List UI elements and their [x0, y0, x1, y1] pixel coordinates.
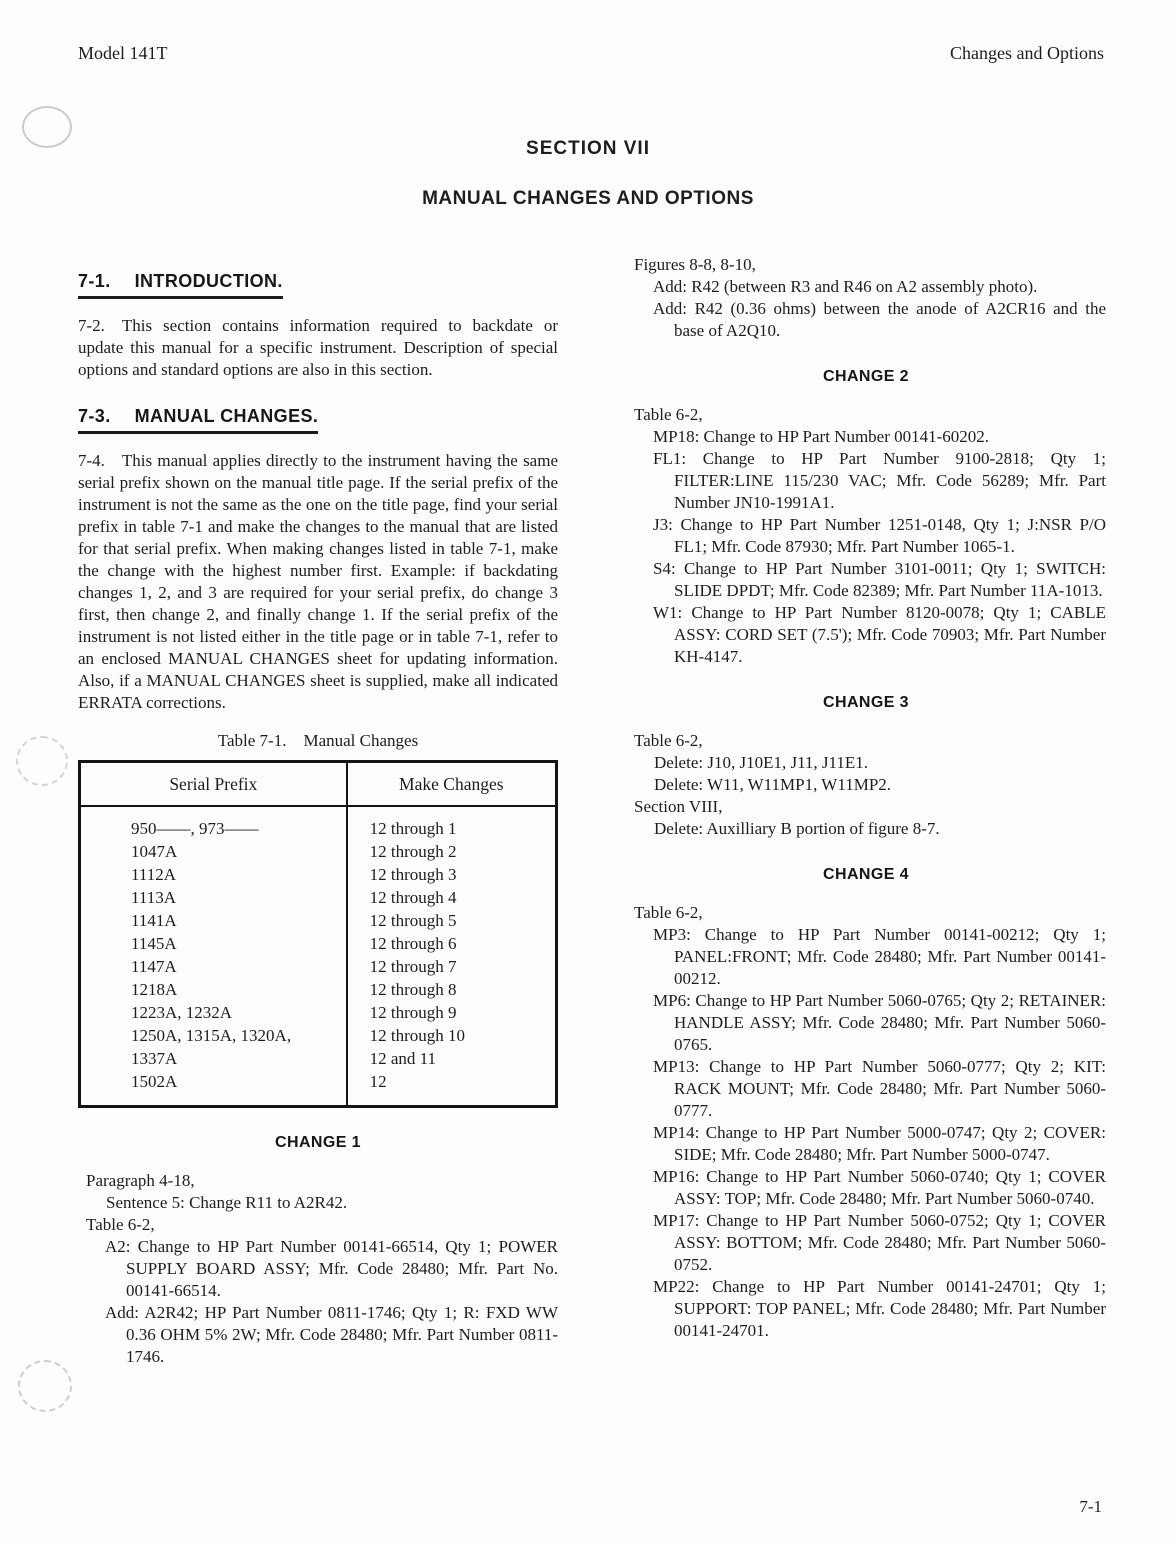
- serial-prefix-cell: 1145A: [131, 934, 177, 953]
- change-item: Add: R42 (between R3 and R46 on A2 assembly photo).: [653, 277, 1038, 296]
- change-item: MP3: Change to HP Part Number 00141-00212; Qty 1; PANEL:FRONT; Mfr. Code 28480; Mfr. Part Number 00141-00212.: [653, 925, 1106, 988]
- change-item: Add: A2R42; HP Part Number 0811-1746; Qty 1; R: FXD WW 0.36 OHM 5% 2W; Mfr. Code 28480; Mfr. Part Number 0811-1746.: [105, 1303, 558, 1366]
- table-row: [80, 909, 557, 932]
- paragraph-7-2: 7-2. This section contains information required to backdate or update this manual for a specific instrument. Description of special options and standard options are also in this section.: [78, 316, 558, 379]
- heading-introduction: [78, 270, 283, 299]
- table-row: [80, 886, 557, 909]
- heading-manual-changes: [78, 405, 318, 434]
- change-item: A2: Change to HP Part Number 00141-66514, Qty 1; POWER SUPPLY BOARD ASSY; Mfr. Code 28480; Mfr. Part No. 00141-66514.: [105, 1237, 558, 1300]
- change-item: Table 6-2,: [634, 903, 703, 922]
- paragraph-7-4: 7-4. This manual applies directly to the instrument having the same serial prefix shown on the manual title page. If the serial prefix of the instrument is not the same as the one on the title page, find your serial prefix in table 7-1 and make the changes to the manual that are listed for that serial prefix. When making changes listed in table 7-1, make the change with the highest number first. Example: if backdating changes 1, 2, and 3 are required for your serial prefix, do change 3 first, then change 2, and finally change 1. If the serial prefix of the instrument is not listed either in the title page or in table 7-1, refer to an enclosed MANUAL CHANGES sheet for updating information. Also, if a MANUAL CHANGES sheet is supplied, make all indicated ERRATA corrections.: [78, 451, 558, 712]
- change-item: MP18: Change to HP Part Number 00141-60202.: [653, 427, 990, 446]
- change-item: Delete: Auxilliary B portion of figure 8-7.: [654, 819, 940, 838]
- serial-prefix-cell: 1250A, 1315A, 1320A,: [131, 1026, 292, 1045]
- make-changes-cell: 12 through 7: [347, 955, 557, 978]
- change-4-title: CHANGE 4: [823, 866, 909, 883]
- serial-prefix-cell: 1223A, 1232A: [131, 1003, 233, 1022]
- heading-label: MANUAL CHANGES.: [134, 406, 319, 426]
- make-changes-cell: 12 through 8: [347, 978, 557, 1001]
- make-changes-cell: 12 through 2: [347, 840, 557, 863]
- heading-number: 7-1.: [78, 271, 111, 291]
- table-row: [80, 955, 557, 978]
- change-item: Delete: W11, W11MP1, W11MP2.: [654, 775, 892, 794]
- manual-changes-table: [78, 760, 558, 1108]
- change-item: MP13: Change to HP Part Number 5060-0777; Qty 2; KIT: RACK MOUNT; Mfr. Code 28480; Mfr. Part Number 5060-0777.: [653, 1057, 1106, 1120]
- header-section-name: Changes and Options: [950, 43, 1104, 63]
- make-changes-cell: 12 and 11: [347, 1047, 557, 1070]
- change-item: W1: Change to HP Part Number 8120-0078; Qty 1; CABLE ASSY: CORD SET (7.5'); Mfr. Code 70903; Mfr. Part Number KH-4147.: [653, 603, 1106, 666]
- left-column: [78, 252, 558, 1368]
- heading-label: INTRODUCTION.: [134, 271, 283, 291]
- table-row: [80, 978, 557, 1001]
- change-item: MP6: Change to HP Part Number 5060-0765; Qty 2; RETAINER: HANDLE ASSY; Mfr. Code 28480; Mfr. Part Number 5060-0765.: [653, 991, 1106, 1054]
- change-item: MP14: Change to HP Part Number 5000-0747; Qty 2; COVER: SIDE; Mfr. Code 28480; Mfr. Part Number 5000-0747.: [653, 1123, 1106, 1164]
- change-item: Figures 8-8, 8-10,: [634, 255, 756, 274]
- change-item: MP22: Change to HP Part Number 00141-24701; Qty 1; SUPPORT: TOP PANEL; Mfr. Code 28480; Mfr. Part Number 00141-24701.: [653, 1277, 1106, 1340]
- section-title: SECTION VII: [526, 138, 650, 159]
- make-changes-cell: 12 through 6: [347, 932, 557, 955]
- serial-prefix-cell: 950——, 973——: [131, 819, 259, 838]
- table-row: [80, 806, 557, 840]
- serial-prefix-cell: 1112A: [131, 865, 177, 884]
- change-item: MP17: Change to HP Part Number 5060-0752; Qty 1; COVER ASSY: BOTTOM; Mfr. Code 28480; Mfr. Part Number 5060-0752.: [653, 1211, 1106, 1274]
- change-item: Add: R42 (0.36 ohms) between the anode of A2CR16 and the base of A2Q10.: [653, 299, 1106, 340]
- make-changes-cell: 12: [347, 1070, 557, 1107]
- change-1-title: CHANGE 1: [275, 1134, 361, 1151]
- make-changes-cell: 12 through 9: [347, 1001, 557, 1024]
- hole-punch-mark: [18, 1360, 72, 1412]
- hole-punch-mark: [16, 736, 68, 786]
- change-item: MP16: Change to HP Part Number 5060-0740; Qty 1; COVER ASSY: TOP; Mfr. Code 28480; Mfr. Part Number 5060-0740.: [653, 1167, 1106, 1208]
- title-block: [0, 138, 1176, 210]
- table-row: [80, 863, 557, 886]
- serial-prefix-cell: 1502A: [131, 1072, 178, 1091]
- change-2-title: CHANGE 2: [823, 368, 909, 385]
- change-item: Sentence 5: Change R11 to A2R42.: [106, 1193, 348, 1212]
- change-item: Delete: J10, J10E1, J11, J11E1.: [654, 753, 869, 772]
- column-header-serial-prefix: Serial Prefix: [80, 762, 347, 807]
- serial-prefix-cell: 1147A: [131, 957, 177, 976]
- change-3-title: CHANGE 3: [823, 694, 909, 711]
- table-row: [80, 1070, 557, 1107]
- change-item: Table 6-2,: [634, 405, 703, 424]
- change-item: Table 6-2,: [634, 731, 703, 750]
- make-changes-cell: 12 through 3: [347, 863, 557, 886]
- page-header: [78, 42, 1104, 64]
- change-item: FL1: Change to HP Part Number 9100-2818; Qty 1; FILTER:LINE 115/230 VAC; Mfr. Code 56289; Mfr. Part Number JN10-1991A1.: [653, 449, 1106, 512]
- column-header-make-changes: Make Changes: [347, 762, 557, 807]
- heading-number: 7-3.: [78, 406, 111, 426]
- change-item: Paragraph 4-18,: [86, 1171, 195, 1190]
- table-header-row: [80, 762, 557, 807]
- page-number: 7-1: [1079, 1497, 1102, 1516]
- table-row: [80, 1024, 557, 1047]
- serial-prefix-cell: 1141A: [131, 911, 177, 930]
- serial-prefix-cell: 1218A: [131, 980, 178, 999]
- header-model-number: Model 141T: [78, 43, 168, 63]
- table-row: [80, 1001, 557, 1024]
- serial-prefix-cell: 1337A: [131, 1049, 178, 1068]
- table-row: [80, 932, 557, 955]
- right-column: [626, 252, 1106, 1368]
- change-item: S4: Change to HP Part Number 3101-0011; Qty 1; SWITCH: SLIDE DPDT; Mfr. Code 82389; Mfr. Part Number 11A-1013.: [653, 559, 1106, 600]
- make-changes-cell: 12 through 4: [347, 886, 557, 909]
- table-caption: Table 7-1. Manual Changes: [217, 731, 419, 750]
- change-item: J3: Change to HP Part Number 1251-0148, Qty 1; J:NSR P/O FL1; Mfr. Code 87930; Mfr. Part Number 1065-1.: [653, 515, 1106, 556]
- change-item: Section VIII,: [634, 797, 723, 816]
- serial-prefix-cell: 1047A: [131, 842, 178, 861]
- section-subtitle: MANUAL CHANGES AND OPTIONS: [422, 188, 754, 209]
- make-changes-cell: 12 through 10: [347, 1024, 557, 1047]
- make-changes-cell: 12 through 5: [347, 909, 557, 932]
- table-row: [80, 840, 557, 863]
- table-row: [80, 1047, 557, 1070]
- two-column-layout: [78, 252, 1106, 1368]
- serial-prefix-cell: 1113A: [131, 888, 177, 907]
- make-changes-cell: 12 through 1: [347, 806, 557, 840]
- change-item: Table 6-2,: [86, 1215, 155, 1234]
